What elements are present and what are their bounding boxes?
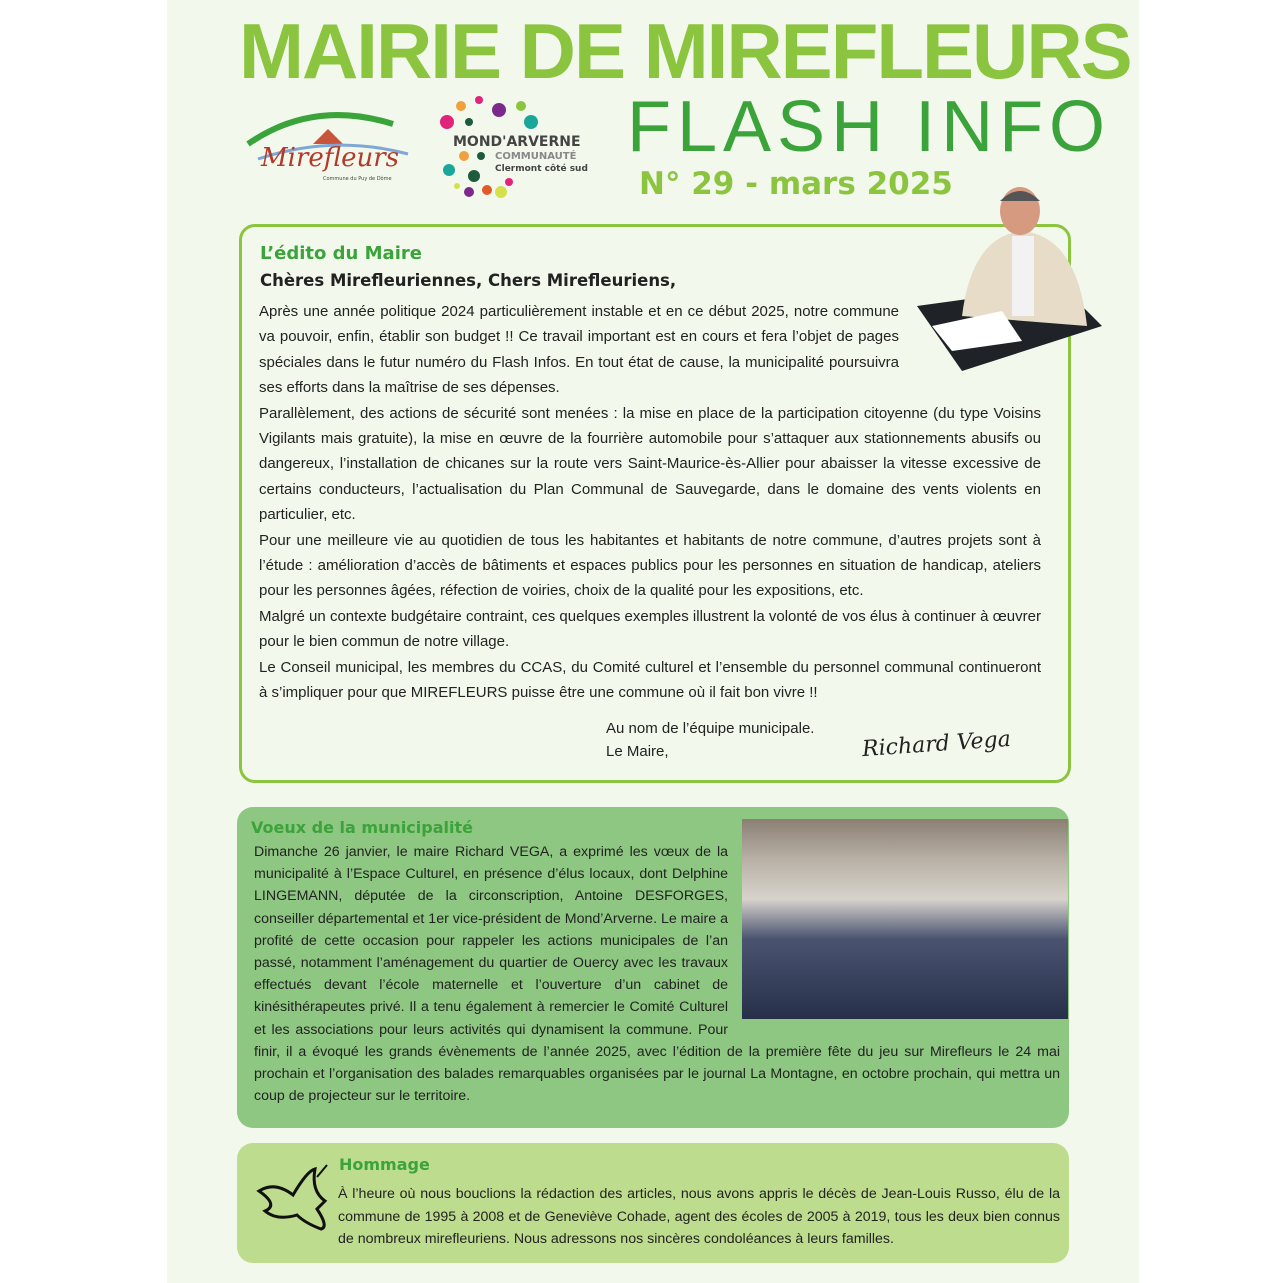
newsletter-page — [167, 0, 1139, 1283]
issue-number: N° 29 - mars 2025 — [639, 166, 953, 202]
sign-line: Au nom de l’équipe municipale. — [606, 720, 815, 737]
edito-paragraph: Malgré un contexte budgétaire contraint, ces quelques exemples illustrent la volonté de vos élus à continuer à œuvrer pour le bien commun de notre village. — [259, 607, 1041, 651]
edito-greeting: Chères Mirefleuriennes, Chers Mirefleuriens, — [260, 271, 677, 290]
voeux-section — [237, 807, 1069, 1128]
mayor-portrait-photo — [912, 176, 1107, 371]
voeux-body: Dimanche 26 janvier, le maire Richard VEGA, a exprimé les vœux de la municipalité à l’Espace Culturel, en présence d’élus locaux, dont Delphine LINGEMANN, députée de la circonscription, Antoine DESFORGES, conseiller départemental et 1er vice-président de Mond’Arverne. Le maire a profité de cette occasion pour rappeler les actions municipales de l’an passé, notamment l’aménagement du quartier de Ouercy avec les travaux effectués devant l’école maternelle et l’ouverture d’un cabinet de kinésithérapeutes privé. Il a tenu également à remercier le Comité Culturel et les associations pour leurs activités qui dynamisent la commune. Pour finir, il a évoqué les grands évènements de l’année 2025, avec l’édition de la première fête du jeu sur Mirefleurs le 24 mai prochain et l’organisation des balades remarquables organisées par le journal La Montagne, en octobre prochain, qui mettra un coup de projecteur sur le territoire. — [254, 844, 1060, 1105]
voeux-heading: Voeux de la municipalité — [251, 818, 473, 837]
edito-heading: L’édito du Maire — [260, 243, 422, 264]
mirefleurs-logo — [243, 104, 413, 189]
svg-text:Mirefleurs: Mirefleurs — [261, 143, 399, 173]
hommage-body: À l’heure où nous bouclions la rédaction des articles, nous avons appris le décès de Jean-Louis Russo, élu de la commune de 1995 à 2008 et de Geneviève Cohade, agent des écoles de 2005 à 2019, tous les deux bien connus de nombreux mirefleuriens. Nous adressons nos sincères condoléances à leurs familles. — [338, 1186, 1060, 1247]
svg-text:COMMUNAUTÉ: COMMUNAUTÉ — [495, 151, 577, 162]
edito-paragraph: Le Conseil municipal, les membres du CCAS, du Comité culturel et l’ensemble du personnel communal continueront à s’impliquer pour que MIREFLEURS puisse être une commune où il fait bon vivre !! — [259, 658, 1041, 702]
mondarverne-logo — [439, 94, 599, 198]
voeux-event-photo — [742, 819, 1068, 1019]
svg-text:Commune du Puy de Dôme: Commune du Puy de Dôme — [323, 176, 392, 182]
svg-text:Clermont côté sud: Clermont côté sud — [495, 164, 588, 174]
edito-paragraph: Après une année politique 2024 particulièrement instable et en ce début 2025, notre commune va pouvoir, enfin, établir son budget !! Ce travail important est en cours et fera l’objet de pages spéciales dans le futur numéro du Flash Infos. En tout état de cause, la municipalité poursuivra ses efforts dans la maîtrise de ses dépenses. — [259, 303, 899, 397]
sign-line: Le Maire, — [606, 743, 669, 760]
voeux-text-wrap — [254, 841, 1060, 1107]
edito-sign — [606, 717, 814, 763]
mayor-signature: Richard Vega — [861, 726, 1012, 763]
flash-info-title: FLASH INFO — [627, 87, 1112, 167]
svg-text:MOND'ARVERNE: MOND'ARVERNE — [453, 134, 581, 150]
page-title: MAIRIE DE MIREFLEURS — [239, 7, 1131, 95]
edito-paragraph: Parallèlement, des actions de sécurité sont menées : la mise en place de la participation citoyenne (du type Voisins Vigilants mais gratuite), la mise en œuvre de la fourrière automobile pour s’attaquer aux stationnements abusifs ou dangereux, l’installation de chicanes sur la route vers Saint-Maurice-ès-Allier pour abaisser la vitesse excessive de certains conducteurs, l’actualisation du Plan Communal de Sauvegarde, dans le domaine des vents violents en particulier, etc. — [259, 404, 1041, 524]
edito-paragraph: Pour une meilleure vie au quotidien de tous les habitantes et habitants de notre commune, d’autres projets sont à l’étude : amélioration d’accès de bâtiments et espaces publics pour les personnes en situation de handicap, ateliers pour les personnes âgées, réfection de voiries, choix de la qualité pour les expositions, etc. — [259, 531, 1041, 600]
dove-icon — [255, 1161, 331, 1233]
hommage-section — [237, 1143, 1069, 1263]
hommage-heading: Hommage — [339, 1155, 430, 1174]
